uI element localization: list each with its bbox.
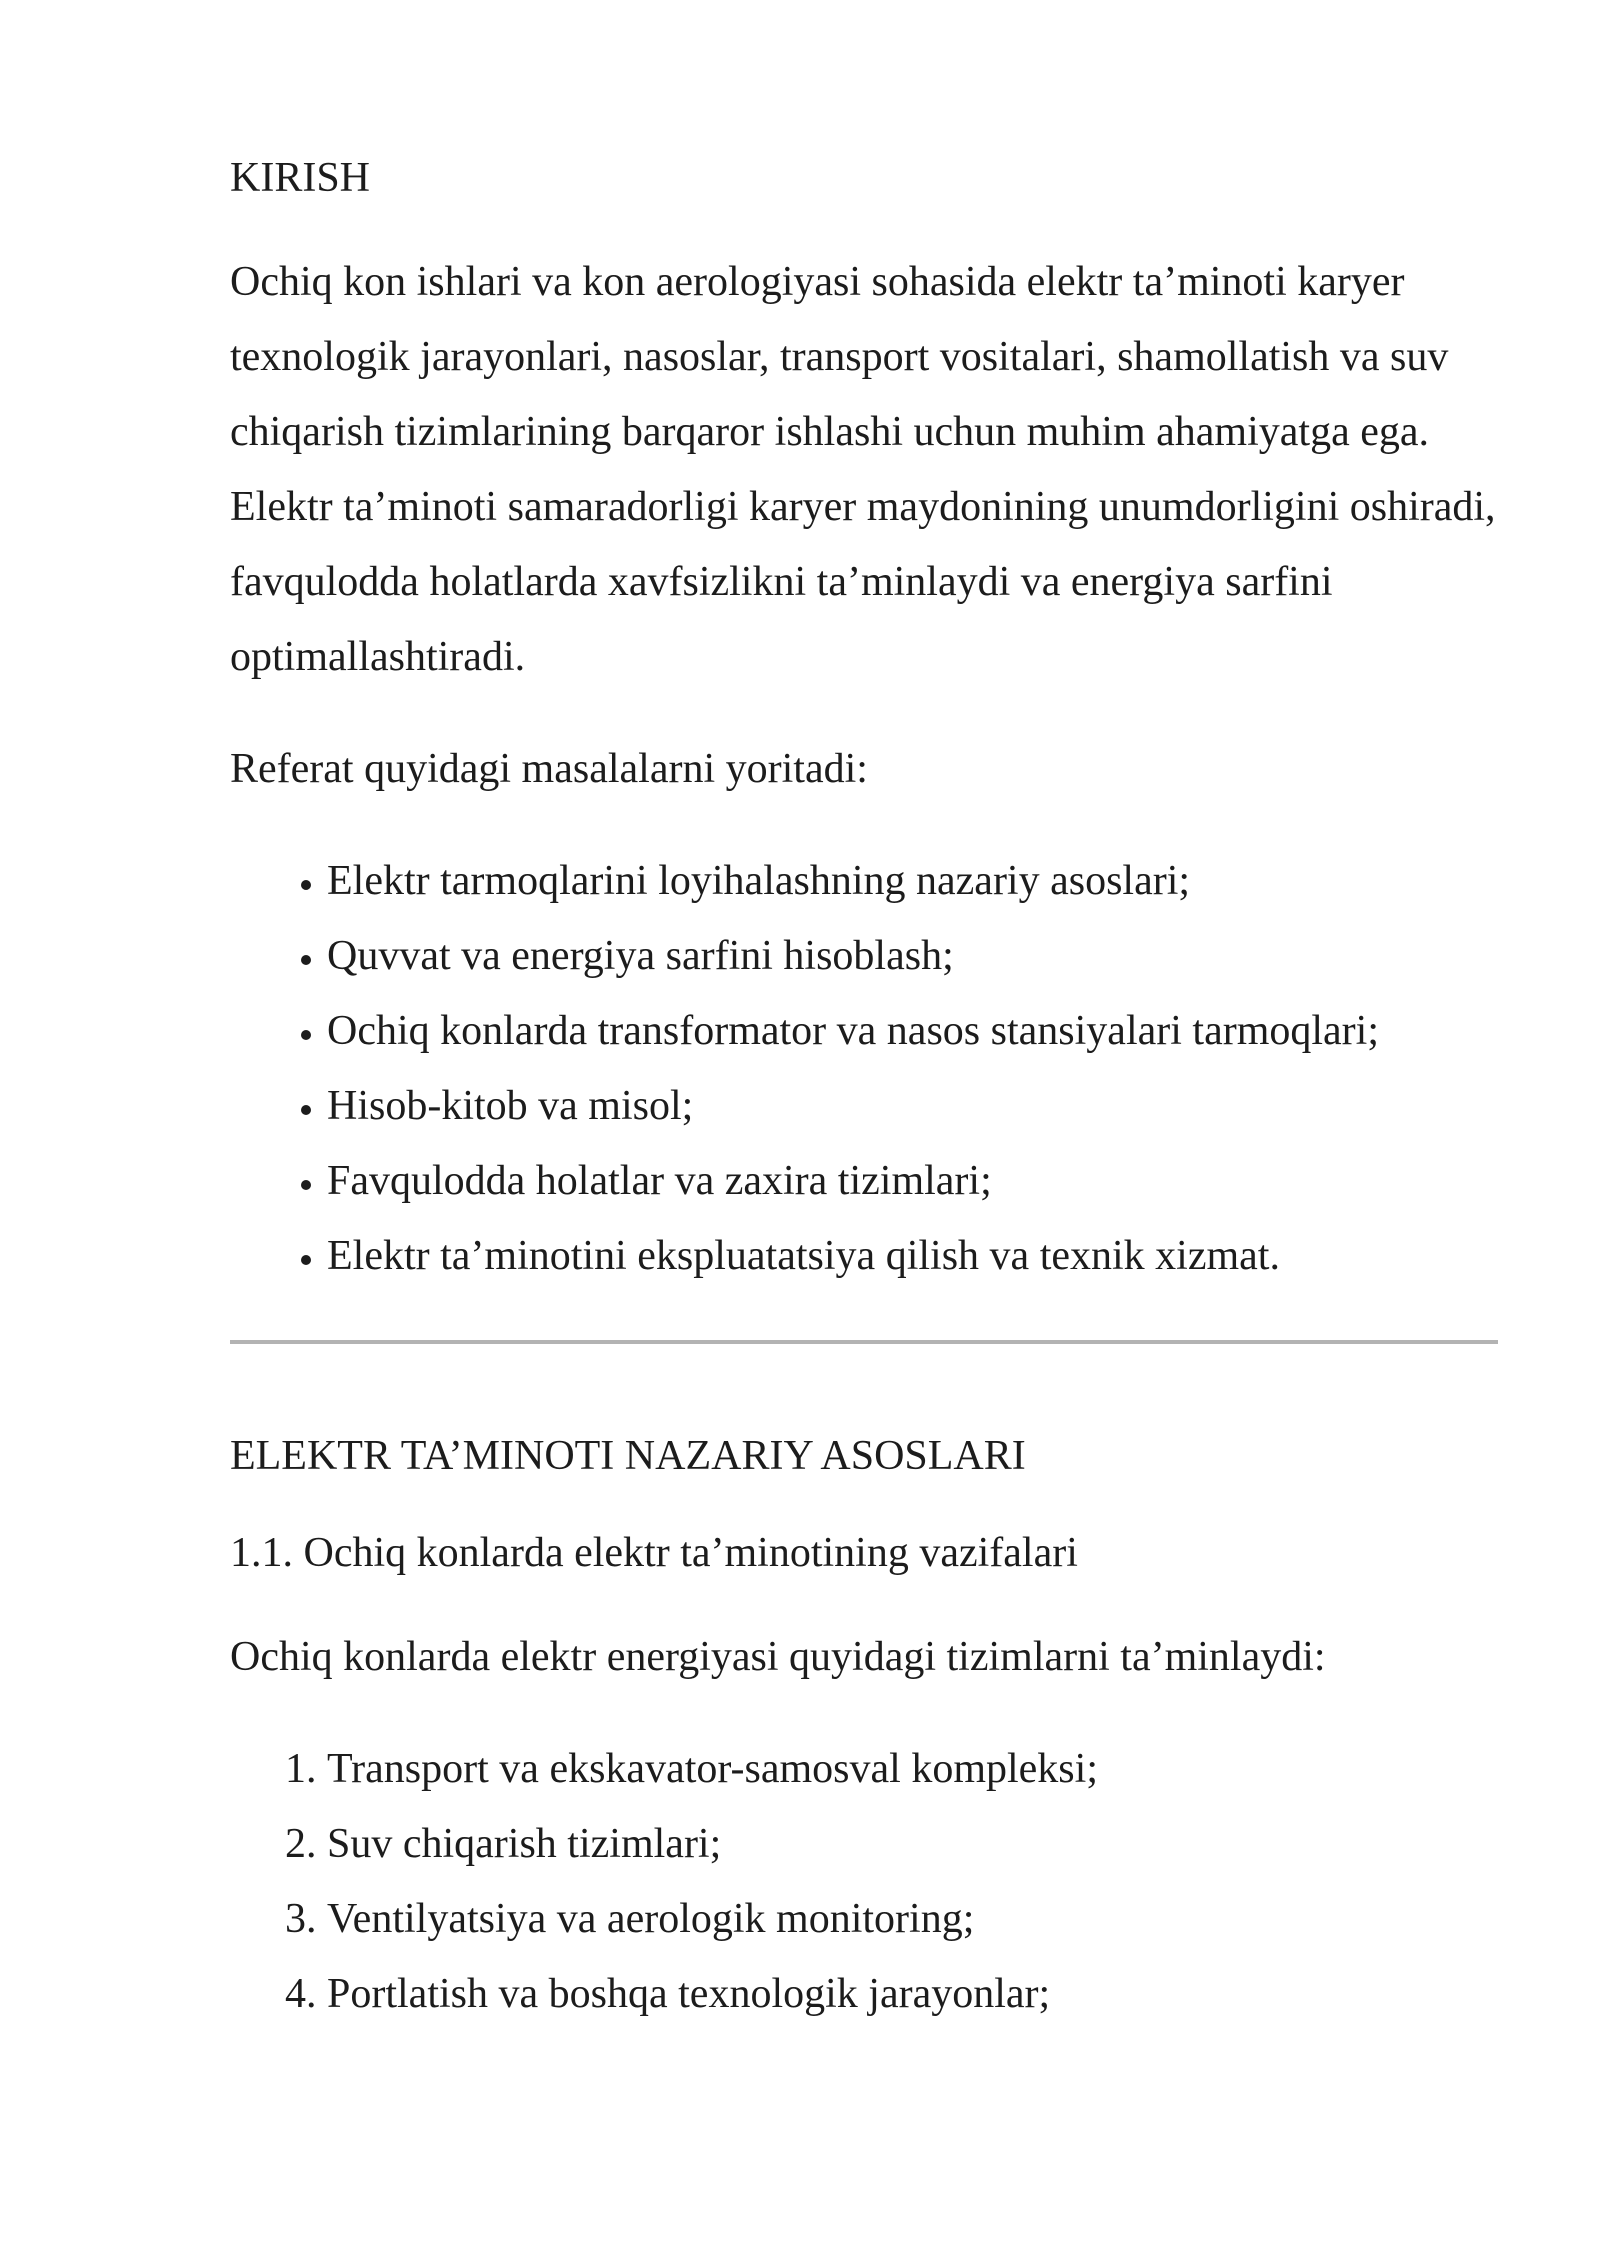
list-item: 3. Ventilyatsiya va aerologik monitoring;	[327, 1882, 1500, 1957]
list-item: • Elektr ta’minotini ekspluatatsiya qilish va texnik xizmat.	[327, 1219, 1500, 1294]
document-content	[230, 148, 1500, 2069]
section-paragraph: Ochiq konlarda elektr energiyasi quyidagi tizimlarni ta’minlaydi:	[230, 1634, 1326, 1680]
section-divider	[230, 1340, 1498, 1344]
list-item: 4. Portlatish va boshqa texnologik jarayonlar;	[327, 1957, 1500, 2032]
list-item: • Quvvat va energiya sarfini hisoblash;	[327, 919, 1500, 994]
subsection-heading: 1.1. Ochiq konlarda elektr ta’minotining vazifalari	[230, 1530, 1078, 1576]
topics-list	[230, 844, 1500, 1294]
topics-lead: Referat quyidagi masalalarni yoritadi:	[230, 746, 868, 792]
systems-list	[230, 1732, 1500, 2032]
list-item: • Elektr tarmoqlarini loyihalashning nazariy asoslari;	[327, 844, 1500, 919]
list-item: • Hisob-kitob va misol;	[327, 1069, 1500, 1144]
intro-paragraph: Ochiq kon ishlari va kon aerologiyasi sohasida elektr ta’minoti karyer texnologik jarayonlari, nasoslar, transport vositalari, shamollatish va suv chiqarish tizimlarining barqaror ishlashi uchun muhim ahamiyatga ega. Elektr ta’minoti samaradorligi karyer maydonining unumdorligini oshiradi, favqulodda holatlarda xavfsizlikni ta’minlaydi va energiya sarfini optimallashtiradi.	[230, 259, 1496, 680]
list-item: 2. Suv chiqarish tizimlari;	[327, 1807, 1500, 1882]
intro-heading: KIRISH	[230, 155, 371, 201]
list-item: • Favqulodda holatlar va zaxira tizimlari;	[327, 1144, 1500, 1219]
list-item: 1. Transport va ekskavator-samosval kompleksi;	[327, 1732, 1500, 1807]
list-item: • Ochiq konlarda transformator va nasos stansiyalari tarmoqlari;	[327, 994, 1500, 1069]
section-heading: ELEKTR TA’MINOTI NAZARIY ASOSLARI	[230, 1433, 1026, 1479]
